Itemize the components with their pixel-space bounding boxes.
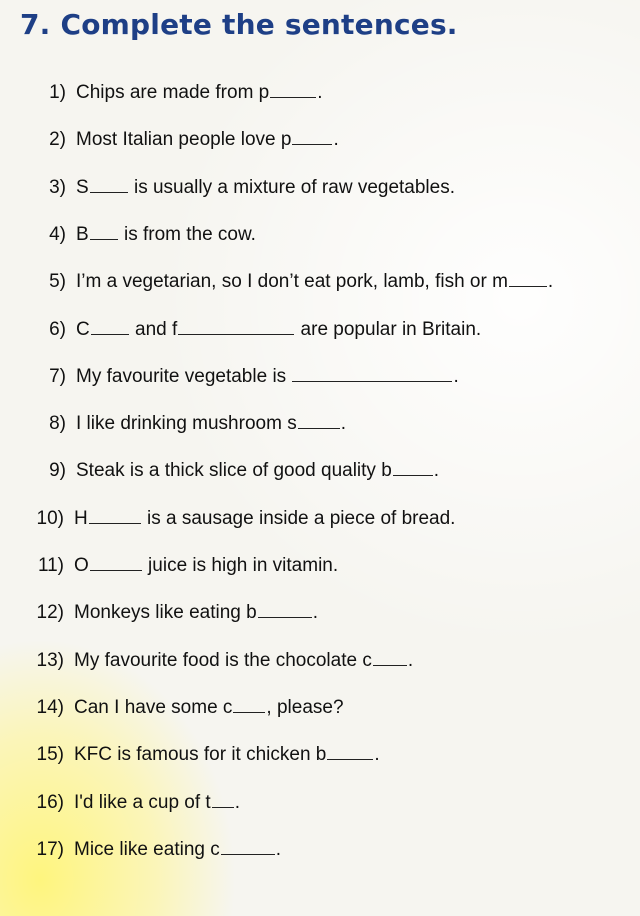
answer-blank[interactable] [298, 412, 340, 429]
sentence-number: 8) [49, 413, 66, 435]
sentence-start: Mice like eating c [74, 838, 220, 860]
sentence-item [0, 693, 344, 723]
sentence-number: 7) [49, 365, 66, 387]
sentence-text [74, 555, 338, 576]
sentence-item [0, 173, 455, 203]
sentence-end: . [340, 413, 346, 435]
sentence-text [74, 792, 240, 813]
sentence-text [76, 271, 553, 292]
sentence-text [74, 744, 380, 765]
sentence-item [0, 646, 413, 676]
sentence-start: I'd like a cup of t [74, 791, 211, 813]
answer-blank[interactable] [509, 270, 547, 287]
answer-blank[interactable] [221, 838, 275, 855]
sentence-end: . [547, 271, 554, 293]
answer-blank[interactable] [233, 696, 265, 713]
sentence-end: . [407, 649, 414, 671]
answer-blank[interactable] [270, 81, 316, 98]
sentence-item [0, 740, 380, 770]
sentence-item [0, 362, 459, 392]
sentence-number: 16) [36, 791, 64, 813]
sentence-start: O [74, 555, 89, 576]
exercise-heading [20, 8, 458, 41]
sentence-text [76, 177, 455, 198]
sentence-number: 4) [49, 223, 66, 245]
sentence-end: . [433, 460, 440, 482]
sentence-end: is usually a mixture of raw vegetables. [128, 176, 455, 198]
sentence-text [76, 129, 339, 150]
sentence-end: is from the cow. [118, 223, 256, 245]
sentence-number: 9) [49, 460, 66, 482]
answer-blank[interactable] [292, 128, 332, 145]
sentence-start: Steak is a thick slice of good quality b [76, 460, 392, 482]
sentence-item [0, 220, 256, 250]
sentence-text [74, 602, 318, 623]
sentence-start: S [76, 176, 89, 198]
sentence-end: . [453, 365, 459, 387]
sentence-end: are popular in Britain. [295, 318, 482, 340]
answer-blank[interactable] [212, 791, 234, 808]
sentence-number: 15) [36, 744, 64, 766]
sentence-text [74, 839, 281, 860]
answer-blank[interactable] [327, 743, 373, 760]
sentence-start: Most Italian people love p [76, 129, 292, 151]
answer-blank[interactable] [89, 507, 141, 524]
answer-blank[interactable] [178, 318, 294, 335]
sentence-start: I’m a vegetarian, so I don’t eat pork, lamb, fish or m [76, 271, 508, 293]
sentence-number: 17) [36, 838, 64, 860]
sentence-item [0, 598, 318, 628]
sentence-text [74, 508, 455, 529]
sentence-start: Chips are made from p [76, 82, 270, 103]
answer-blank[interactable] [90, 223, 118, 240]
sentence-end: . [275, 838, 282, 860]
sentence-item [0, 125, 339, 155]
sentence-end: . [312, 602, 318, 624]
exercise-title: Complete the sentences. [60, 8, 458, 41]
sentence-item [0, 456, 439, 486]
sentence-number: 2) [49, 129, 66, 151]
sentence-end: . [234, 791, 240, 813]
answer-blank[interactable] [90, 554, 142, 571]
sentence-text [74, 697, 344, 718]
sentence-end: . [317, 82, 323, 103]
answer-blank[interactable] [373, 649, 407, 666]
sentence-middle: and f [129, 318, 178, 340]
sentence-number: 5) [49, 271, 66, 293]
sentence-start: My favourite vegetable is [76, 365, 292, 387]
sentence-number: 6) [49, 318, 66, 340]
sentence-number: 3) [49, 176, 66, 198]
sentence-item [0, 788, 240, 818]
sentence-text [76, 366, 459, 387]
sentence-end: juice is high in vitamin. [142, 555, 339, 576]
sentence-item [0, 504, 455, 534]
sentence-end: , please? [266, 696, 344, 718]
sentence-end: . [374, 744, 380, 766]
sentence-start: KFC is famous for it chicken b [74, 744, 327, 766]
sentence-start: Monkeys like eating b [74, 602, 257, 624]
answer-blank[interactable] [91, 318, 129, 335]
sentence-item [0, 409, 346, 439]
sentence-text [76, 460, 439, 481]
sentence-start: C [76, 318, 90, 340]
sentence-number: 12) [36, 602, 64, 624]
exercise-number: 7. [20, 8, 51, 41]
sentence-start: Can I have some c [74, 696, 233, 718]
sentence-end: is a sausage inside a piece of bread. [141, 507, 456, 529]
sentence-text [76, 319, 481, 340]
sentence-number: 13) [36, 649, 64, 671]
sentence-number: 14) [36, 696, 64, 718]
sentence-text [76, 224, 256, 245]
sentence-text [76, 82, 323, 103]
sentence-number: 1) [49, 82, 66, 103]
sentence-item [0, 267, 553, 297]
sentence-item [0, 78, 323, 108]
sentence-start: B [76, 223, 89, 245]
sentence-start: My favourite food is the chocolate c [74, 649, 372, 671]
sentence-item [0, 315, 481, 345]
sentence-end: . [333, 129, 339, 151]
answer-blank[interactable] [292, 365, 452, 382]
sentence-number: 10) [36, 507, 64, 529]
sentence-start: H [74, 507, 88, 529]
answer-blank[interactable] [258, 601, 312, 618]
sentence-number: 11) [37, 555, 64, 576]
sentence-text [74, 650, 413, 671]
answer-blank[interactable] [393, 459, 433, 476]
sentence-item [0, 551, 338, 581]
sentence-text [76, 413, 346, 434]
answer-blank[interactable] [90, 176, 128, 193]
sentence-item [0, 835, 281, 865]
sentence-start: I like drinking mushroom s [76, 413, 297, 435]
